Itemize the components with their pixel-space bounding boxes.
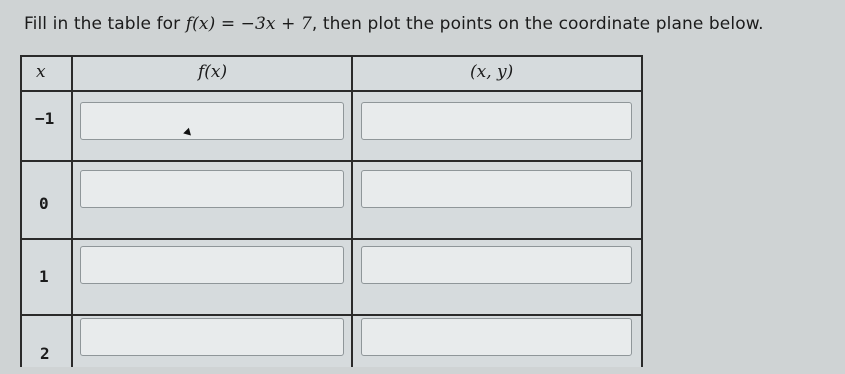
point-input-row-1[interactable]	[361, 102, 632, 140]
header-x: x	[36, 62, 46, 82]
table-row	[22, 314, 641, 374]
table-header-row	[22, 57, 641, 92]
header-point: (x, y)	[470, 62, 514, 82]
point-input-row-4[interactable]	[361, 318, 632, 356]
x-value: 1	[39, 267, 49, 286]
fx-input-row-3[interactable]	[80, 246, 344, 284]
point-input-row-2[interactable]	[361, 170, 632, 208]
x-value: −1	[35, 109, 55, 128]
x-value: 2	[40, 344, 50, 363]
table-row	[22, 160, 641, 240]
header-fx: f(x)	[198, 62, 228, 82]
x-value: 0	[39, 194, 49, 213]
function-expression: f(x) = −3x + 7	[185, 14, 312, 34]
fx-input-row-1[interactable]	[80, 102, 344, 140]
point-input-row-3[interactable]	[361, 246, 632, 284]
table-row	[22, 90, 641, 162]
instruction-suffix: , then plot the points on the coordinate plane below.	[311, 14, 764, 34]
fx-input-row-2[interactable]	[80, 170, 344, 208]
function-table	[20, 55, 643, 367]
table-row	[22, 238, 641, 316]
instruction-prefix: Fill in the table for	[24, 14, 181, 34]
fx-input-row-4[interactable]	[80, 318, 344, 356]
instruction-text	[24, 14, 764, 34]
